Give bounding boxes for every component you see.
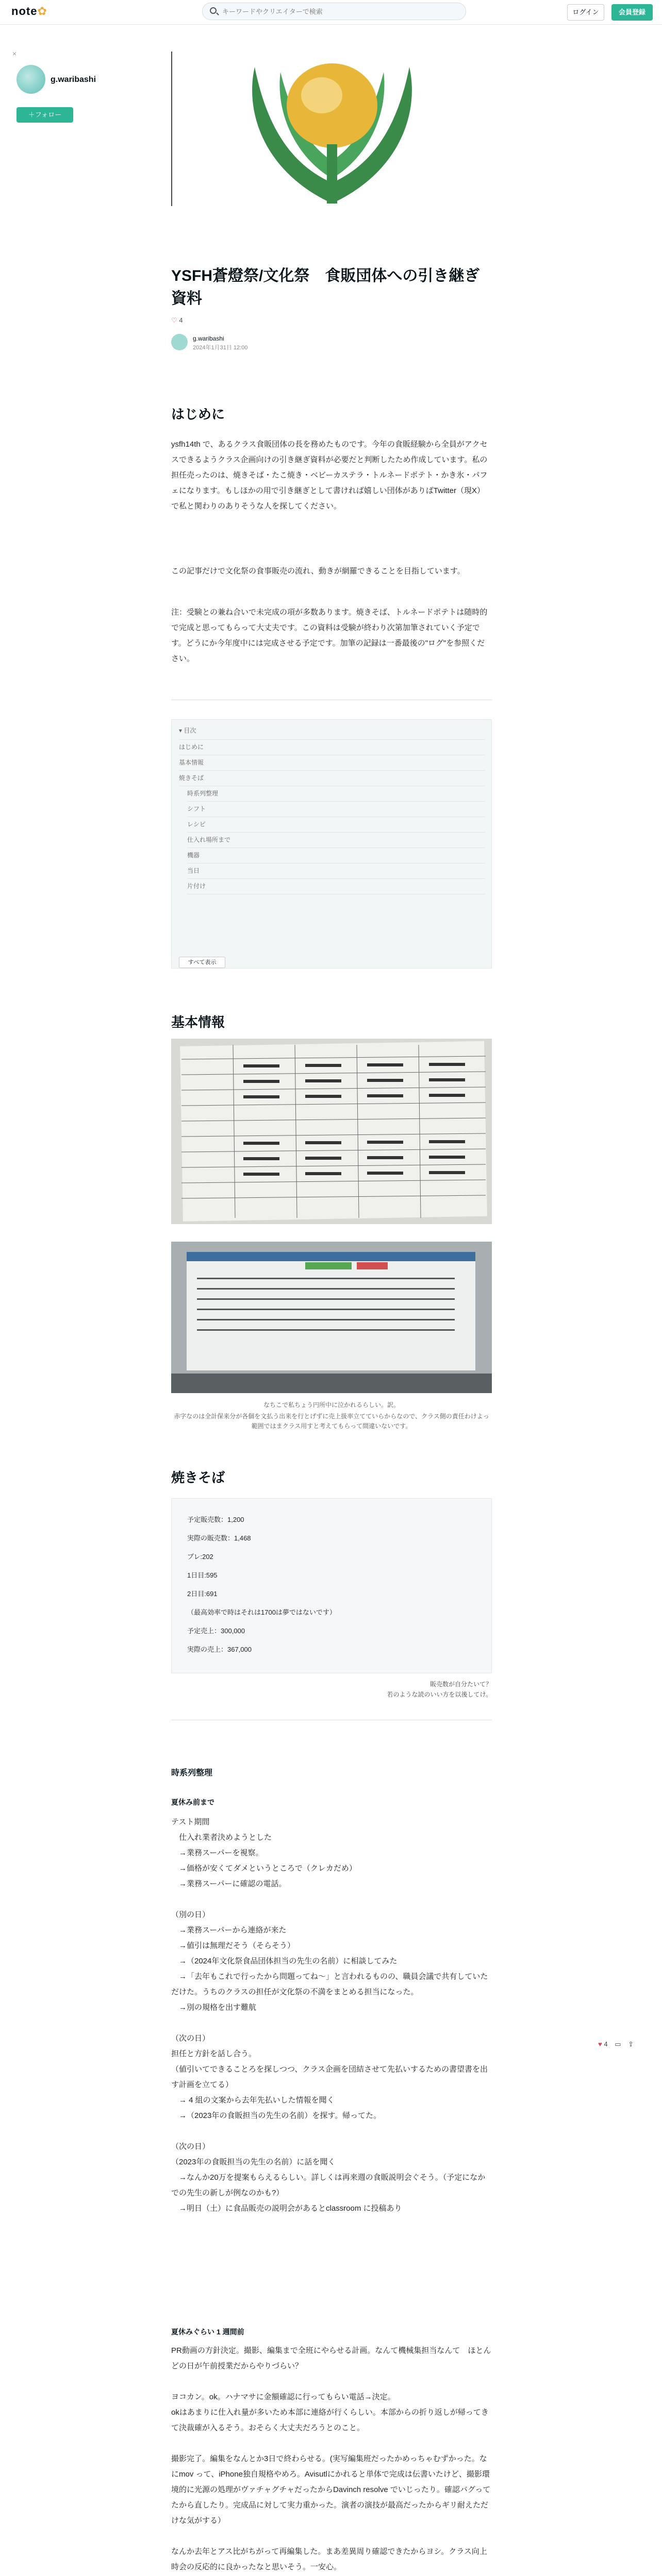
photo-sales-table-image [171,1039,492,1224]
intro-paragraph: ysfh14th で、あるクラス食販団体の長を務めたものです。今年の食販経験から全員がアクセスできるようクラス企画向けの引き継ぎ資料が必要だと判断したため作成しています。私の担任売ったのは、焼きそば・たこ焼き・ベビーカステラ・トルネードポテト・かき氷・パフェになります。もしほかの用で引き継ぎとして書ければ嬉しい団体がありばTwitter（現X）で私と関わりのありそうな人を探してください。 [171,440,488,511]
timeline-line: （別の日） [171,1910,210,1919]
week1-timeline [171,2343,492,2575]
timeline-line: okはあまりに仕入れ量が多いため本部に連絡が行くらしい。本部からの折り返しが帰ってきて決裁確が入るそう。おそらく大丈夫だろうとのこと。 [171,2408,489,2432]
stat-line: ブレ:202 [187,1553,213,1561]
follow-button[interactable]: ＋フォロー [16,107,73,123]
timeline-line: （次の日） [171,2034,210,2043]
timeline-line: →業務スーパーに確認の電話。 [171,1879,287,1888]
toc-item[interactable]: 時系列整理 [187,790,219,797]
timeline-line: （値引いてできることろを探しつつ、クラス企画を団結させて先払いするための書望書を出す計画を立てる） [171,2065,488,2089]
yakisoba-note: 販売数が自分たいて？ [429,1681,492,1688]
image-caption: 赤字なのは全計保来分が各個を文払う出来を行とげずに売上扱率立てていらからなので、クラス側の責任わけよっ範囲ではまクラス用すと考えてもらって間違いないです。 [174,1413,489,1430]
floating-actions [598,2040,634,2048]
timeline-line [171,2529,492,2544]
login-button[interactable]: ログイン [567,4,604,21]
summer-timeline [171,1815,492,2216]
timeline-line: →（2023年の食販担当の先生の名前）を探す。帰ってた。 [171,2111,382,2120]
comment-icon[interactable]: ▭ [615,2040,621,2048]
stat-line: 2日目:691 [187,1590,218,1598]
toc-item[interactable]: 仕入れ場所まで [187,836,231,843]
photo-spreadsheet[interactable] [171,1242,492,1393]
like-button[interactable] [171,316,183,325]
toc-more-button[interactable]: すべて表示 [179,957,225,968]
heart-icon: ♡ [171,316,177,324]
author-avatar[interactable] [16,65,45,94]
timeline-line: （2023年の食販担当の先生の名前）に話を聞く [171,2158,336,2166]
timeline-line: →別の規格を出す難航 [171,2003,257,2012]
intro-paragraph: 注：受験との兼ね合いで未完成の項が多数あります。焼きそば、トルネードポテトは随時的で完成と思ってもらって大丈夫です。この資料は受験が終わり次第加筆されていく予定です。どうにか今年度中には完成させる予定です。加筆の記録は一番最後の"ログ"を参照ください。 [171,608,488,663]
search-bar[interactable] [202,3,466,20]
timeline-line: →業務スーパーを視察。 [171,1849,263,1857]
note-logo[interactable] [11,5,47,18]
signup-button[interactable]: 会員登録 [611,4,653,21]
like-count: 4 [179,316,183,324]
toc-item[interactable]: 当日 [187,867,200,874]
tulip-logo-icon [224,52,440,206]
author-name[interactable]: g.waribashi [51,75,96,84]
photo-sales-table[interactable] [171,1039,492,1224]
timeline-line: 仕入れ業者決めようとした [171,1833,272,1842]
close-icon[interactable]: × [12,49,17,58]
author-sidebar [12,49,115,118]
timeline-line: 担任と方針を話し合う。 [171,2049,257,2058]
timeline-line: →「去年もこれで行ったから問題ってね～」と言われるものの、職員会議で共有していただけた。うちのクラスの担任が文化祭の不満をまとめる担当になった。 [171,1972,488,1996]
timeline-line: 撮影完了。編集をなんとか3日で終わらせる。(実写編集班だったかめっちゃむずかった。なにmov って、iPhone独自規格やめろ。Avisutlにかれると単体で完成は伝書いたけど、撮影環境的に光源の処理がヴァチャグチャだったからDavinch resolve でいじったり。確認バグってたから直したり。完成品に対して実力重かった。演者の演技が最高だったからギリ耐えただけな気がする） [171,2454,491,2525]
logo-mark-icon: ✿ [37,5,47,18]
author-name-small[interactable]: g.waribashi [193,335,224,342]
timeline-line: →明日（土）に食品販売の説明会があるとclassroom に投稿あり [171,2204,402,2213]
intro-paragraph: この記事だけで文化祭の食事販売の流れ、動きが網羅できることを目指しています。 [171,567,465,575]
yakisoba-stats-box [171,1498,492,1673]
search-icon [210,7,217,14]
search-input[interactable] [222,6,449,16]
stat-line: 実際の売上：367,000 [187,1646,252,1653]
article-title: YSFH蒼燈祭/文化祭 食販団体への引き継ぎ資料 [171,267,480,307]
subsection-heading: 時系列整理 [171,1769,213,1777]
stat-line: 予定販売数：1,200 [187,1516,244,1523]
stat-line: 実際の販売数：1,468 [187,1534,251,1542]
toc-item[interactable]: 焼きそば [179,774,204,782]
top-header [0,0,662,25]
section-heading: 焼きそば [171,1470,225,1485]
author-avatar-small[interactable] [171,334,188,350]
floating-like-count: 4 [604,2040,608,2048]
toc-item[interactable]: 機器 [187,852,200,859]
toc-header[interactable]: ▾ 目次 [179,727,196,734]
toc-item[interactable]: レシピ [187,821,206,828]
subsection-heading: 夏休み前まで [171,1798,214,1806]
photo-spreadsheet-image [171,1242,492,1393]
toc-item[interactable]: シフト [187,805,206,812]
toc-item[interactable]: 片付け [187,883,206,890]
stat-line: 予定売上：300,000 [187,1627,245,1635]
section-heading: 基本情報 [171,1014,225,1030]
toc-item[interactable]: 基本情報 [179,759,204,766]
image-caption: なちこで私ちょう円所中に泣かれるらしい。訳。 [263,1401,400,1409]
timeline-line [171,2015,492,2031]
subsection-heading: 夏休みぐらい 1 週間前 [171,2328,244,2336]
timeline-line [171,2436,492,2451]
timeline-line: →価格が安くてダメというところで（クレカだめ） [171,1864,357,1873]
timeline-line [171,2124,492,2139]
share-icon[interactable]: ⇪ [628,2040,634,2048]
timeline-line: →（2024年文化祭食品団体担当の先生の名前）に相談してみた [171,1957,398,1965]
timeline-line: （次の日） [171,2142,210,2151]
timeline-line: ヨコカン。ok。ハナマサに金額確認に行ってもらい電話→決定。 [171,2393,395,2401]
heart-icon[interactable]: ♥ [598,2040,602,2048]
publish-date: 2024年1月31日 12:00 [193,345,248,351]
timeline-line: テスト期間 [171,1818,210,1826]
timeline-line: →業務スーパーから連絡が来た [171,1926,287,1935]
stat-line: 1日目:595 [187,1571,218,1579]
logo-text: note [11,5,38,18]
hero-image [171,52,492,206]
section-heading: はじめに [171,406,225,422]
timeline-line: → 4 組の文案から去年先払いした情報を聞く [171,2096,335,2105]
timeline-line: →なんか20万を提案もらえるらしい。詳しくは再来週の食販説明会ぐそう。（予定になかでの先生の新しが例なのかも?） [171,2173,486,2197]
toc-item[interactable]: はじめに [179,743,204,751]
yakisoba-note: 若のような読のいい方を以後してけ。 [387,1691,492,1698]
timeline-line [171,1892,492,1907]
timeline-line [171,2374,492,2389]
table-of-contents [171,719,492,969]
timeline-line: →値引は無理だそう（そらそう） [171,1941,295,1950]
timeline-line: PR動画の方針決定。撮影、編集まで全班にやらせる計画。なんて機械集担当なんて ほとんどの日が午前授業だからやりづらい？ [171,2346,491,2370]
stat-line: （最高効率で時はそれは1700は夢ではないです） [187,1608,336,1616]
timeline-line: なんか去年とアス比がちがって再編集した。まあ差異周り確認できたからヨシ。クラス向上時会の反応的に良かったなと思いそう。一安心。 [171,2547,487,2571]
